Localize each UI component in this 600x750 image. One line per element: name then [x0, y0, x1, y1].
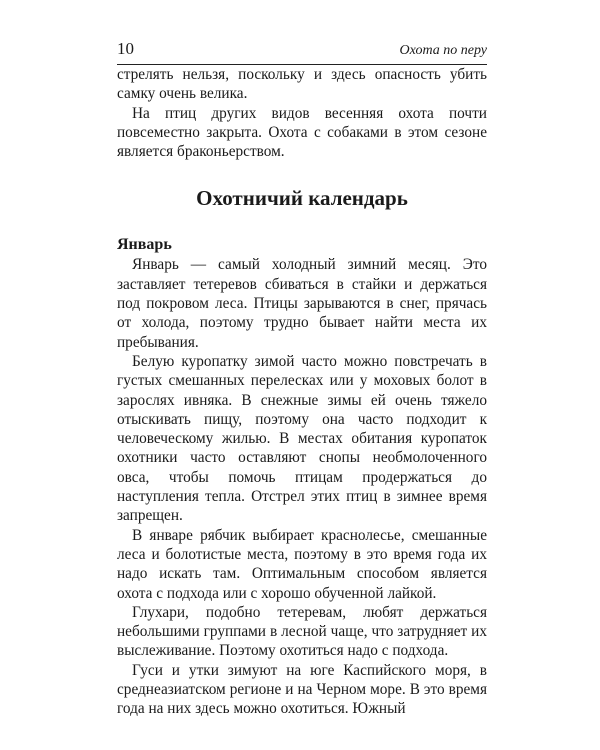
paragraph: В январе рябчик выбирает краснолесье, смешанные леса и болотистые места, поэтому в это время года их надо искать там. Оптимальным способом является охота с подхода или с хорошо обученной лайкой.	[117, 526, 487, 602]
paragraph: Январь — самый холодный зимний месяц. Это заставляет тетеревов сбиваться в стайки и держаться под покровом леса. Птицы зарываются в снег, прячась от холода, поэтому трудно бывает найти места их пребывания.	[117, 256, 487, 351]
paragraph: Глухари, подобно тетеревам, любят держаться небольшими группами в лесной чаще, что затрудняет их выслеживание. Поэтому охотиться надо с подхода.	[117, 603, 487, 660]
running-title: Охота по перу	[399, 43, 487, 58]
month-heading: Январь	[117, 236, 172, 254]
book-page	[117, 38, 487, 719]
paragraph: Гуси и утки зимуют на юге Каспийского моря, в среднеазиатском регионе и на Черном море. В это время года на них здесь можно охотиться. Южный	[117, 661, 487, 718]
page-body	[117, 65, 487, 719]
section-title: Охотничий календарь	[196, 186, 408, 211]
continued-paragraph: стрелять нельзя, поскольку и здесь опасность убить самку очень велика.	[117, 66, 487, 103]
paragraph: Белую куропатку зимой часто можно повстречать в густых смешанных перелесках или у моховых болот в зарослях ивняка. В снежные зимы ей очень тяжело отыскивать пищу, поэтому она часто подходит к человеческому жилью. В местах обитания куропаток охотники часто оставляют снопы необмолоченного овса, чтобы помочь птицам продержаться до наступления тепла. Отстрел этих птиц в зимнее время запрещен.	[117, 352, 487, 525]
paragraph: На птиц других видов весенняя охота почти повсеместно закрыта. Охота с собаками в этом сезоне является браконьерством.	[117, 104, 487, 161]
running-header	[117, 38, 487, 65]
page-number: 10	[117, 39, 134, 58]
